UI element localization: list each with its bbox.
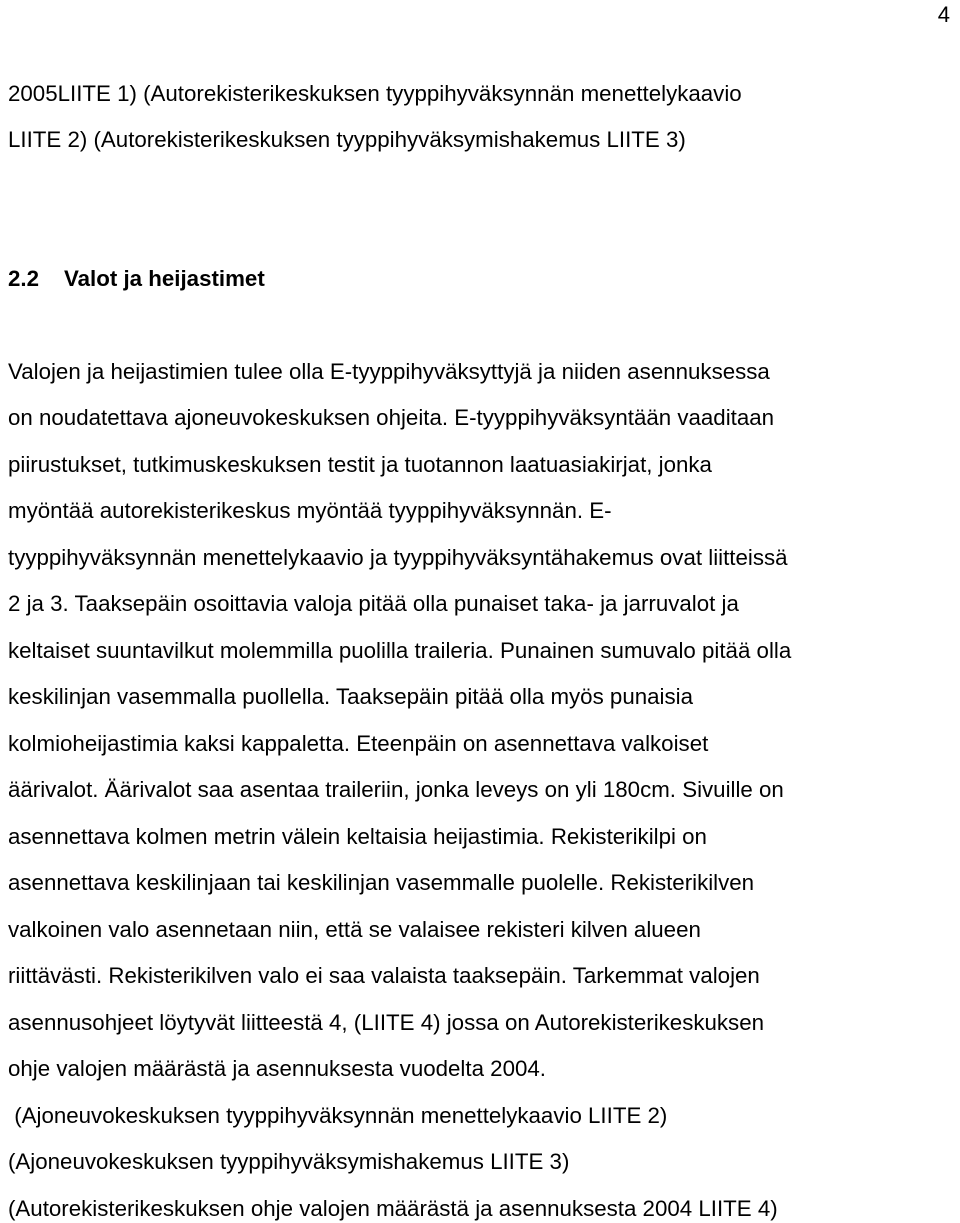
intro-line: LIITE 2) (Autorekisterikeskuksen tyyppihyväksymishakemus LIITE 3) bbox=[8, 127, 686, 152]
body-line: keskilinjan vasemmalla puollella. Taaksepäin pitää olla myös punaisia bbox=[8, 684, 693, 709]
section-heading bbox=[8, 266, 265, 292]
body-line: piirustukset, tutkimuskeskuksen testit ja tuotannon laatuasiakirjat, jonka bbox=[8, 452, 712, 477]
reference-line: (Ajoneuvokeskuksen tyyppihyväksynnän menettelykaavio LIITE 2) bbox=[8, 1103, 668, 1128]
body-line: keltaiset suuntavilkut molemmilla puolilla traileria. Punainen sumuvalo pitää olla bbox=[8, 638, 792, 663]
body-line: 2 ja 3. Taaksepäin osoittavia valoja pitää olla punaiset taka- ja jarruvalot ja bbox=[8, 591, 739, 616]
body-line: tyyppihyväksynnän menettelykaavio ja tyyppihyväksyntähakemus ovat liitteissä bbox=[8, 545, 788, 570]
section-title: Valot ja heijastimet bbox=[64, 266, 265, 291]
section-number: 2.2 bbox=[8, 266, 39, 291]
body-line: äärivalot. Äärivalot saa asentaa traileriin, jonka leveys on yli 180cm. Sivuille on bbox=[8, 777, 784, 802]
body-line: asennettava keskilinjaan tai keskilinjan vasemmalle puolelle. Rekisterikilven bbox=[8, 870, 755, 895]
page-number: 4 bbox=[937, 2, 950, 27]
body-line: Valojen ja heijastimien tulee olla E-tyyppihyväksyttyjä ja niiden asennuksessa bbox=[8, 359, 770, 384]
body-line: asennusohjeet löytyvät liitteestä 4, (LIITE 4) jossa on Autorekisterikeskuksen bbox=[8, 1010, 765, 1035]
body-line: kolmioheijastimia kaksi kappaletta. Eteenpäin on asennettava valkoiset bbox=[8, 731, 709, 756]
reference-line: (Autorekisterikeskuksen ohje valojen määrästä ja asennuksesta 2004 LIITE 4) bbox=[8, 1196, 778, 1221]
body-line: myöntää autorekisterikeskus myöntää tyyppihyväksynnän. E- bbox=[8, 498, 612, 523]
reference-line: (Ajoneuvokeskuksen tyyppihyväksymishakemus LIITE 3) bbox=[8, 1149, 570, 1174]
body-line: ohje valojen määrästä ja asennuksesta vuodelta 2004. bbox=[8, 1056, 546, 1081]
body-line: asennettava kolmen metrin välein keltaisia heijastimia. Rekisterikilpi on bbox=[8, 824, 707, 849]
body-line: valkoinen valo asennetaan niin, että se valaisee rekisteri kilven alueen bbox=[8, 917, 701, 942]
intro-line: 2005LIITE 1) (Autorekisterikeskuksen tyyppihyväksynnän menettelykaavio bbox=[8, 81, 742, 106]
body-line: riittävästi. Rekisterikilven valo ei saa valaista taaksepäin. Tarkemmat valojen bbox=[8, 963, 760, 988]
body-line: on noudatettava ajoneuvokeskuksen ohjeita. E-tyyppihyväksyntään vaaditaan bbox=[8, 405, 775, 430]
